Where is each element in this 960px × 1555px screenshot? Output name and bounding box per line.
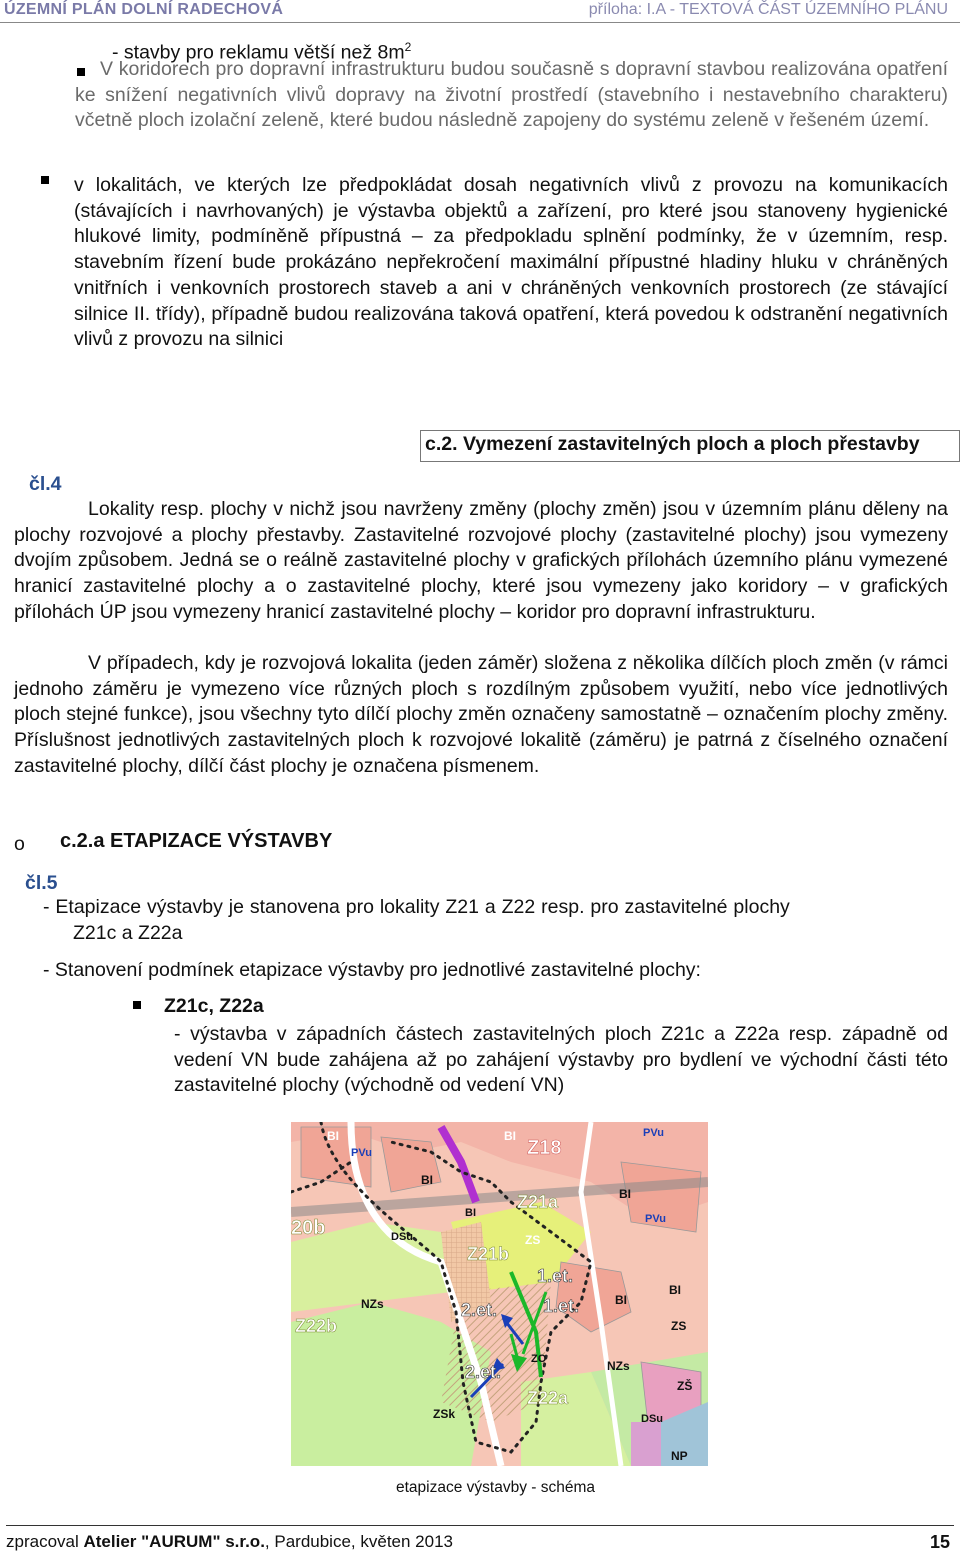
map-label-dsu: DSu — [391, 1231, 413, 1243]
map-label-20b: 20b — [291, 1217, 326, 1239]
map-label-1-et: 1.et. — [537, 1266, 574, 1286]
map-label-zs: ZS — [525, 1233, 541, 1247]
map-label-zs: ZS — [671, 1319, 687, 1333]
article-4-paragraph-1: Lokality resp. plochy v nichž jsou navrženy změny (plochy změn) jsou v územním plánu děleny na plochy rozvojové a plochy přestavby. Zastavitelné rozvojové plochy (zastavitelné plochy) jsou vymezeny dvojím způsobem. Jedná se o reálně zastavitelné plochy v grafických přílohách územního plánu vymezené hranicí zastavitelné plochy a o zastavitelné plochy, které jsou vymezeny jako koridory – v grafických přílohách ÚP jsou vymezeny hranicí zastavitelné plochy – koridor pro dopravní infrastrukturu. — [14, 498, 948, 623]
bullet-1-text: V koridorech pro dopravní infrastrukturu budou současně s dopravní stavbou realizována opatření ke snížení negativních vlivů dopravy na životní prostředí (stavebního i nestavebního charakteru) včetně ploch izolační zeleně, které budou následně zapojeny do systému zeleně v řešeném území. — [75, 58, 948, 132]
map-label-pvu: PVu — [645, 1213, 666, 1225]
article-5-sub-heading: Z21c, Z22a — [164, 995, 264, 1017]
page-number: 15 — [929, 1532, 950, 1552]
bullet-square — [133, 1001, 141, 1009]
footer-rule — [6, 1525, 954, 1526]
map-label-z21b: Z21b — [467, 1244, 510, 1264]
map-label-z18: Z18 — [527, 1137, 562, 1159]
header-attachment-label: příloha: I.A - TEXTOVÁ ČÁST ÚZEMNÍHO PLÁNU — [588, 1, 948, 18]
section-heading-c2a: c.2.a ETAPIZACE VÝSTAVBY — [60, 830, 333, 852]
map-label-bi: BI — [619, 1187, 631, 1201]
page-header — [0, 0, 960, 23]
article-5-label: čl.5 — [25, 872, 58, 894]
map-label-bi: BI — [615, 1293, 627, 1307]
section-marker: o — [14, 833, 25, 855]
bullet-2-text: v lokalitách, ve kterých lze předpokládat dosah negativních vlivů z provozu na komunikacích (stávajících i navrhovaných) je výstavba objektů a zařízení, pro které jsou stanoveny hygienické hlukové limity, podmíněně přípustná – za předpokladu splnění podmínky, že v územním, resp. stavebním řízení bude prokázáno nepřekročení maximální přípustné hladiny hluku v chráněných vnitřních i venkovních prostorech staveb a ani v chráněných venkovních prostorech (ze stávající silnice II. třídy), případně budou realizována taková opatření, která povedou k odstranění negativních vlivů z provozu na silnici — [74, 174, 948, 351]
section-heading-c2: c.2. Vymezení zastavitelných ploch a ploch přestavby — [425, 433, 920, 455]
map-label-dsu: DSu — [641, 1413, 663, 1425]
article-5-item-1: - Etapizace výstavby je stanovena pro lokality Z21 a Z22 resp. pro zastavitelné plochy — [43, 896, 790, 918]
article-5-item-1-continued: Z21c a Z22a — [73, 922, 183, 944]
map-label-nzs: NZs — [361, 1297, 384, 1311]
article-5-sub-text: - výstavba v západních částech zastavitelných ploch Z21c a Z22a resp. západně od vedení VN bude zahájena až po zahájení výstavby pro bydlení ve východní části této zastavitelné plochy (východně od vedení VN) — [174, 1023, 948, 1097]
map-label-2-et: 2.et. — [461, 1300, 498, 1320]
article-4-paragraph-2: V případech, kdy je rozvojová lokalita (jeden záměr) složena z několika dílčích ploch změn (v rámci jednoho záměru je vymezeno více různých ploch s rozdílným způsobem využití, nebo více jednotlivých ploch stejné funkce), jsou všechny tyto dílčí plochy změn označeny samostatně – označením plochy změny. Příslušnost jednotlivých zastavitelných ploch k rozvojové lokalitě (záměru) je patrná z číselného označení zastavitelné plochy, dílčí část plochy je označena písmenem. — [14, 652, 948, 777]
map-label-bi: BI — [421, 1173, 433, 1187]
map-label-pvu: PVu — [643, 1127, 664, 1139]
map-label-bi: BI — [465, 1207, 476, 1219]
footer-credit: zpracoval Atelier "AURUM" s.r.o., Pardubice, květen 2013 — [6, 1532, 453, 1551]
map-label-2-et: 2.et. — [465, 1362, 502, 1382]
map-label-z22a: Z22a — [527, 1388, 569, 1408]
map-label-nzs: NZs — [607, 1359, 630, 1373]
article-4-label: čl.4 — [29, 473, 62, 495]
top-dash-item: - stavby pro reklamu větší než $8m^2$ — [112, 40, 412, 64]
map-label-bi: BI — [504, 1129, 516, 1143]
map-graphic — [291, 1122, 708, 1466]
map-caption: etapizace výstavby - schéma — [396, 1479, 596, 1496]
map-label-1-et: 1.et. — [543, 1296, 580, 1316]
map-label-bi: BI — [669, 1283, 681, 1297]
map-label-zo: ZO — [531, 1353, 547, 1365]
article-5-item-2: - Stanovení podmínek etapizace výstavby pro jednotlivé zastavitelné plochy: — [43, 959, 701, 981]
map-label-zs: ZŠ — [677, 1379, 693, 1393]
map-label-pvu: PVu — [351, 1147, 372, 1159]
header-document-title: ÚZEMNÍ PLÁN DOLNÍ RADECHOVÁ — [4, 1, 284, 18]
map-label-zsk: ZSk — [433, 1407, 456, 1421]
map-label-bi: BI — [327, 1129, 339, 1143]
map-label-z21a: Z21a — [517, 1192, 559, 1212]
map-label-np: NP — [671, 1449, 688, 1463]
bullet-square — [41, 176, 49, 184]
etapization-map — [291, 1122, 708, 1466]
map-label-z22b: Z22b — [295, 1316, 338, 1336]
